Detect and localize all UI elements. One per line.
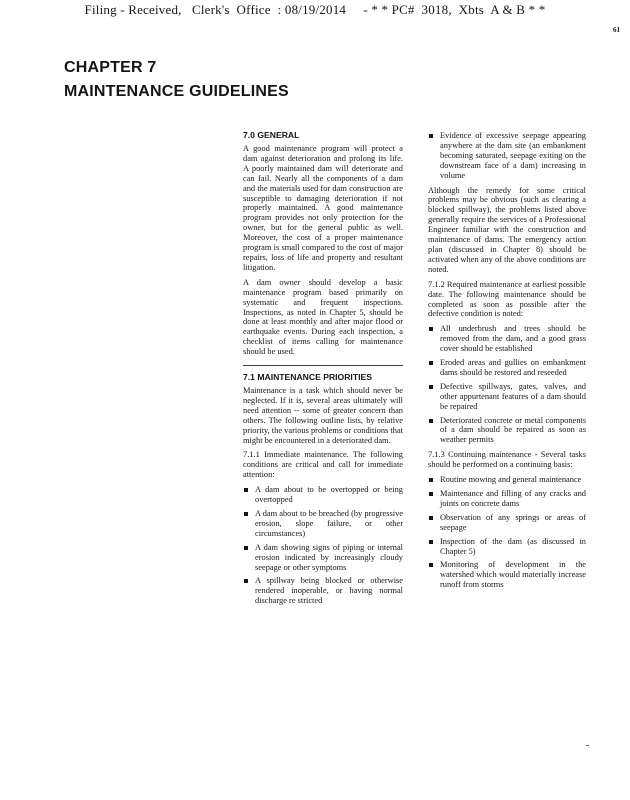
section-7-1-1-intro: 7.1.1 Immediate maintenance. The following conditions are critical and call for immediate attention: — [243, 450, 403, 480]
page-number: 61 — [613, 26, 620, 34]
list-item: Inspection of the dam (as discussed in Chapter 5) — [428, 537, 586, 557]
left-column — [243, 131, 403, 611]
list-item: All underbrush and trees should be removed from the dam, and a good grass cover should be established — [428, 324, 586, 354]
immediate-maintenance-list-continued — [428, 131, 586, 181]
remedy-paragraph: Although the remedy for some critical problems may be obvious (such as clearing a blocked spillway), the problems listed above generally require the services of a Professional Engineer familiar with the construction and maintenance of dams. The emergency action plan (discussed in Chapter 8) should be activated when any of the above conditions are noted. — [428, 185, 586, 274]
section-7-0-paragraph-2: A dam owner should develop a basic maintenance program based primarily on systematic and frequent inspections. Inspections, as noted in Chapter 5, should be done at least monthly and after major flood or earthquake events. During each inspection, a checklist of items calling for maintenance should be used. — [243, 277, 403, 357]
scan-mark — [586, 745, 589, 746]
list-item: Routine mowing and general maintenance — [428, 475, 586, 485]
list-item: A dam about to be overtopped or being overtopped — [243, 485, 403, 505]
section-7-1-paragraph: Maintenance is a task which should never be neglected. If it is, several areas ultimately will need attention -- some of greater concern than others. The following outline lists, by relative priority, the various problems or conditions that might be encountered in a deteriorated dam. — [243, 386, 403, 445]
continuing-maintenance-list — [428, 475, 586, 590]
list-item: Evidence of excessive seepage appearing anywhere at the dam site (an embankment becoming saturated, seepage exiting on the downstream face of a dam) increasing in volume — [428, 131, 586, 181]
list-item: Eroded areas and gullies on embankment dams should be restored and reseeded — [428, 358, 586, 378]
required-maintenance-list — [428, 324, 586, 445]
list-item: Observation of any springs or areas of seepage — [428, 513, 586, 533]
list-item: Maintenance and filling of any cracks and joints on concrete dams — [428, 489, 586, 509]
list-item: Monitoring of development in the watershed which would materially increase runoff from storms — [428, 560, 586, 590]
chapter-number: CHAPTER 7 — [64, 59, 157, 76]
list-item: Deteriorated concrete or metal components of a dam should be repaired as soon as weather permits — [428, 416, 586, 446]
list-item: A dam showing signs of piping or internal erosion indicated by increasingly cloudy seepage or other symptoms — [243, 543, 403, 573]
immediate-maintenance-list — [243, 485, 403, 606]
section-7-1-3-intro: 7.1.3 Continuing maintenance - Several tasks should be performed on a continuing basis: — [428, 450, 586, 470]
list-item: A spillway being blocked or otherwise rendered inoperable, or having normal discharge re stricted — [243, 576, 403, 606]
list-item: Defective spillways, gates, valves, and other appurtenant features of a dam should be repaired — [428, 382, 586, 412]
section-7-0-paragraph-1: A good maintenance program will protect a dam against deterioration and prolong its life. A poorly maintained dam will deteriorate and can fail. Nearly all the components of a dam and the materials used for dam construction are susceptible to damaging deterioration if not properly maintained. A good maintenance program provides not only protection for the owner, but for the general public as well. Moreover, the cost of a proper maintenance program is small compared to the cost of major repairs, loss of life and property and resultant litigation. — [243, 144, 403, 272]
filing-stamp: Filing - Received, Clerk's Office : 08/19/2014 - * * PC# 3018, Xbts A & B * * — [84, 2, 546, 17]
section-divider — [243, 365, 403, 366]
chapter-title: MAINTENANCE GUIDELINES — [64, 83, 289, 100]
section-7-1-heading: 7.1 MAINTENANCE PRIORITIES — [243, 372, 372, 383]
right-column — [428, 131, 586, 595]
list-item: A dam about to be breached (by progressive erosion, slope failure, or other circumstances) — [243, 509, 403, 539]
section-7-1-2-intro: 7.1.2 Required maintenance at earliest possible date. The following maintenance should be completed as soon as possible after the defective condition is noted: — [428, 279, 586, 319]
section-7-0-heading: 7.0 GENERAL — [243, 130, 300, 140]
